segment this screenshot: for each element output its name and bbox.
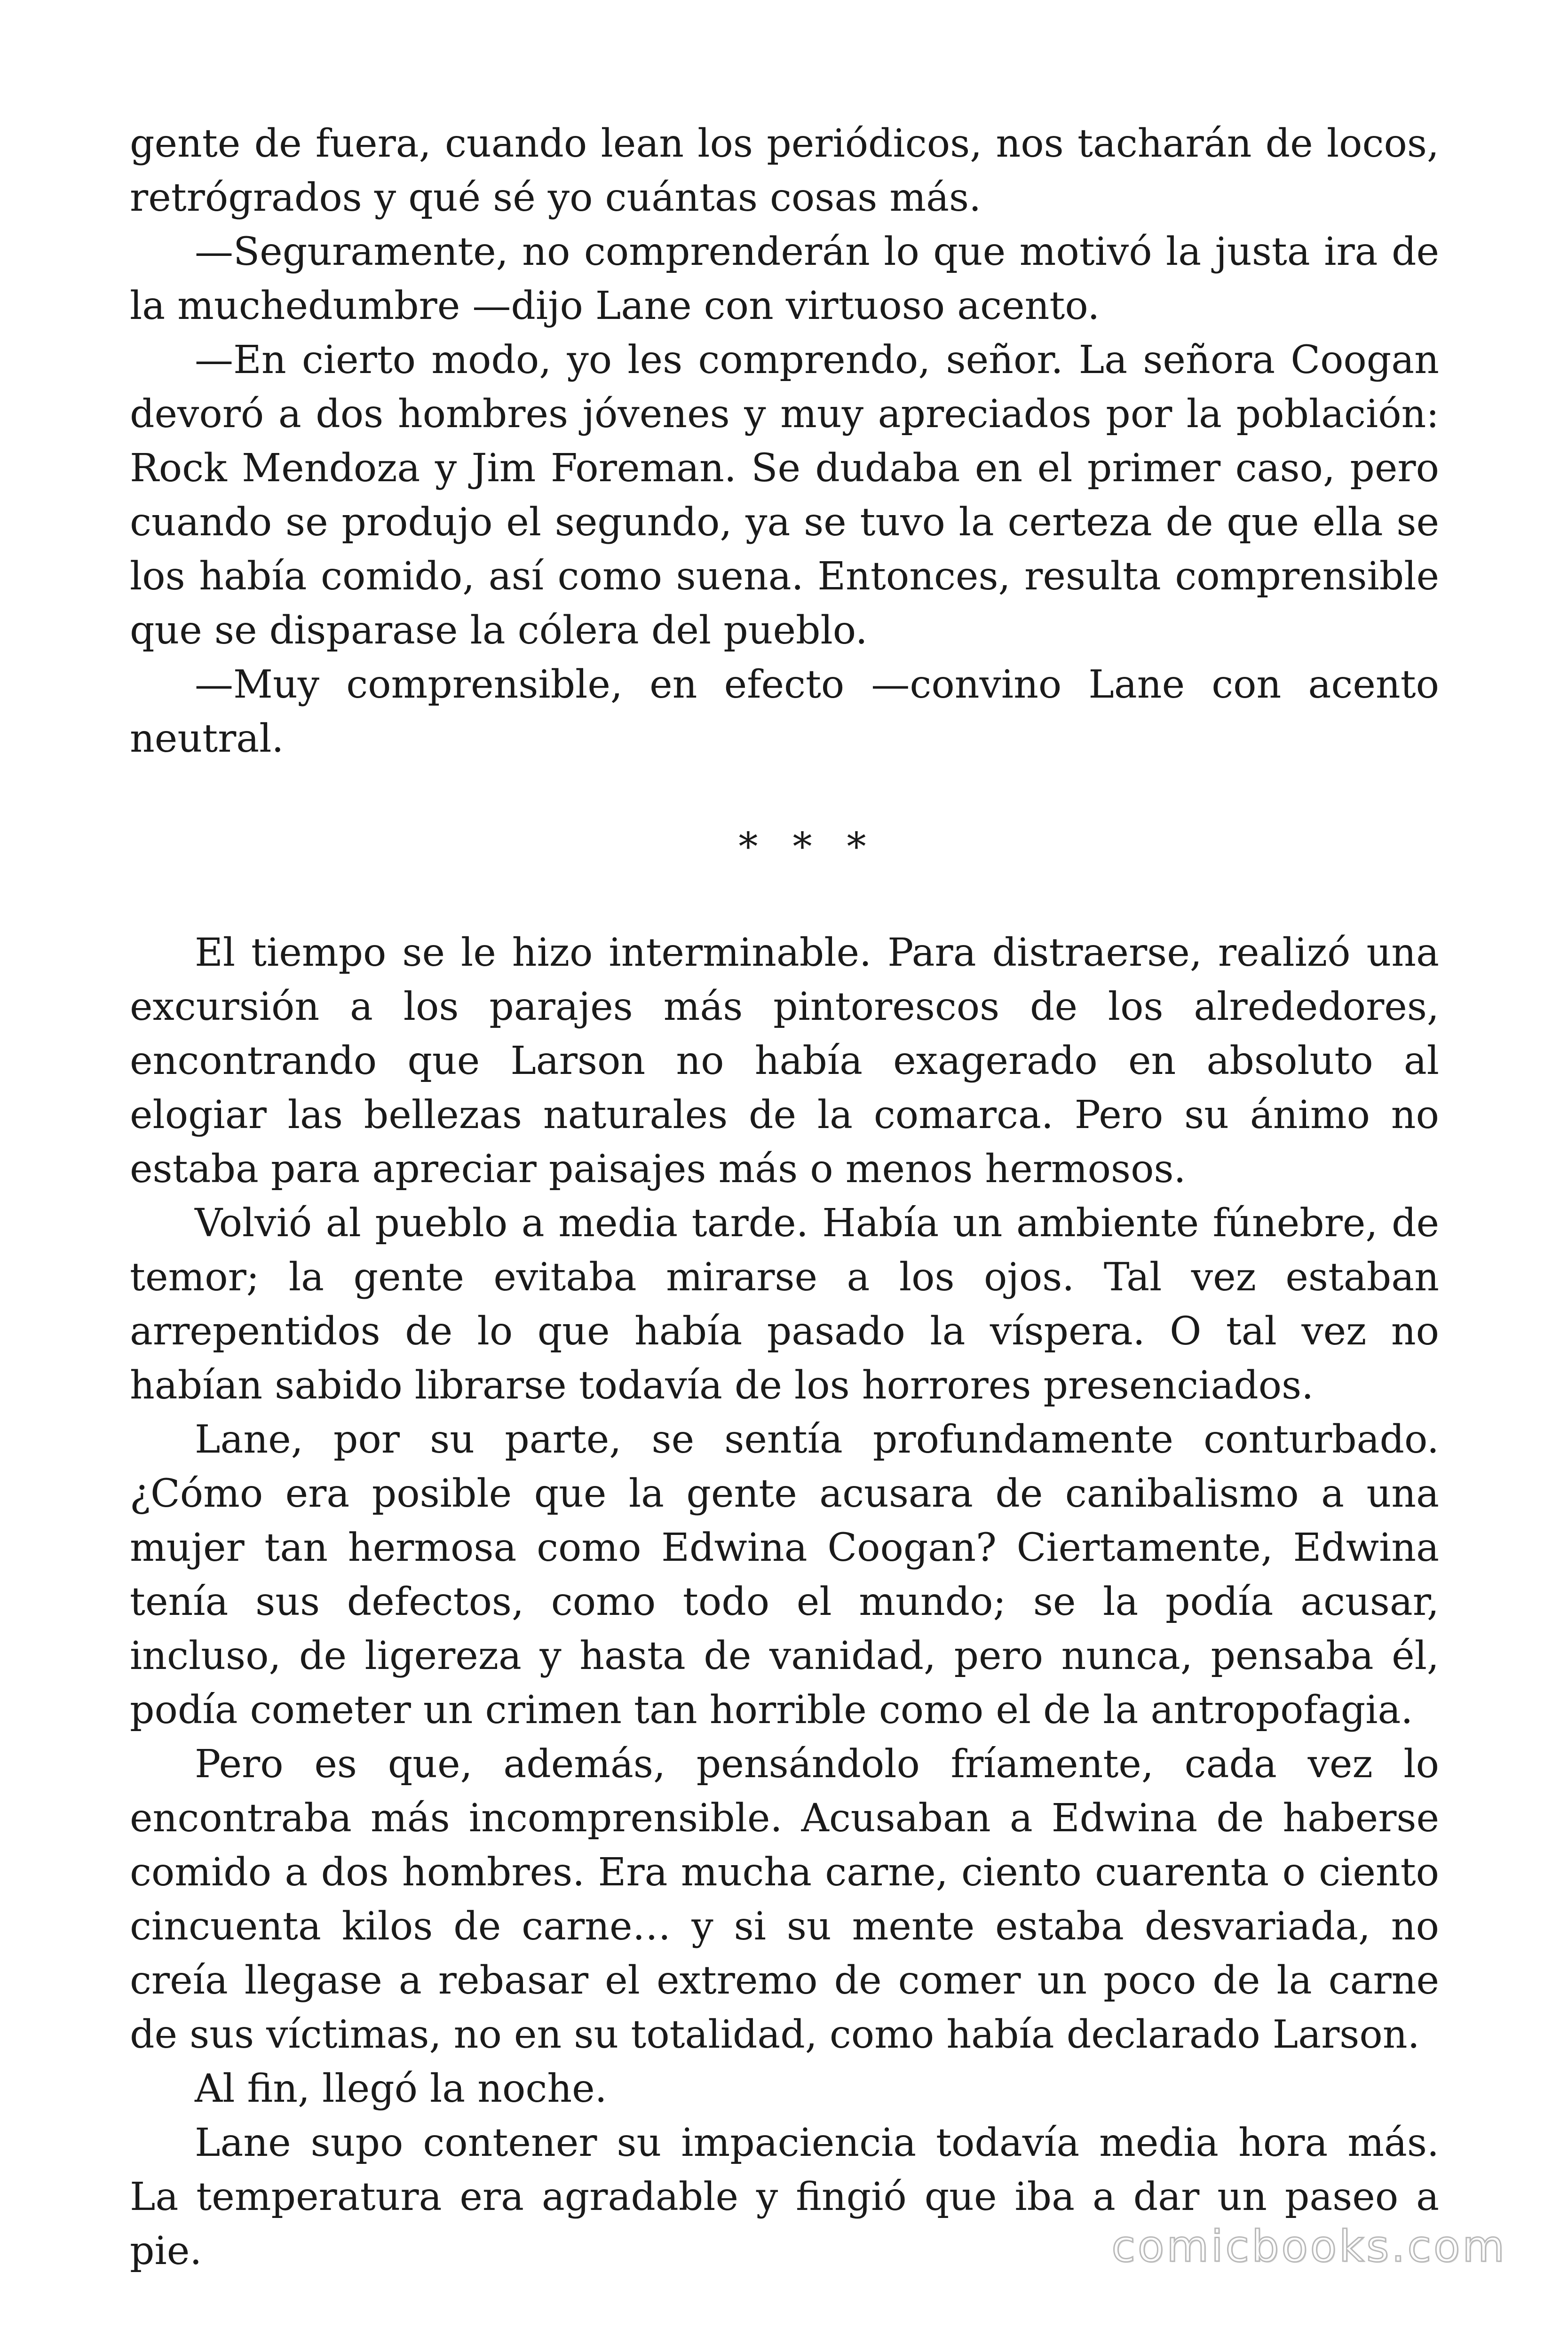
paragraph: Lane, por su parte, se sentía profundamente conturbado. ¿Cómo era posible que la gente acusara de canibalismo a una mujer tan hermosa como Edwina Coogan? Ciertamente, Edwina tenía sus defectos, como todo el mundo; se la podía acusar, incluso, de ligereza y hasta de vanidad, pero nunca, pensaba él, podía cometer un crimen tan horrible como el de la antropofagia. (130, 1417, 1439, 1732)
paragraph: —En cierto modo, yo les comprendo, señor. La señora Coogan devoró a dos hombres jóvenes y muy apreciados por la población: Rock Mendoza y Jim Foreman. Se dudaba en el primer caso, pero cuando se produjo el segundo, ya se tuvo la certeza de que ella se los había comido, así como suena. Entonces, resulta comprensible que se disparase la cólera del pueblo. (130, 338, 1439, 653)
paragraph: Lane supo contener su impaciencia todavía media hora más. La temperatura era agradable y fingió que iba a dar un paseo a pie. (130, 2121, 1439, 2273)
section-separator: * * * (738, 825, 878, 869)
paragraph: —Seguramente, no comprenderán lo que motivó la justa ira de la muchedumbre —dijo Lane con virtuoso acento. (130, 230, 1439, 328)
watermark: comicbooks.com (1111, 2221, 1507, 2272)
paragraph: gente de fuera, cuando lean los periódicos, nos tacharán de locos, retrógrados y qué sé yo cuántas cosas más. (130, 121, 1439, 220)
paragraph: Al fin, llegó la noche. (195, 2066, 607, 2111)
paragraph: El tiempo se le hizo interminable. Para distraerse, realizó una excursión a los parajes más pintorescos de los alrededores, encontrando que Larson no había exagerado en absoluto al elogiar las bellezas naturales de la comarca. Pero su ánimo no estaba para apreciar paisajes más o menos hermosos. (130, 930, 1439, 1192)
paragraph: Volvió al pueblo a media tarde. Había un ambiente fúnebre, de temor; la gente evitaba mirarse a los ojos. Tal vez estaban arrepentidos de lo que había pasado la víspera. O tal vez no habían sabido librarse todavía de los horrores presenciados. (130, 1201, 1439, 1408)
paragraph: —Muy comprensible, en efecto —convino Lane con acento neutral. (130, 662, 1439, 761)
paragraph: Pero es que, además, pensándolo fríamente, cada vez lo encontraba más incomprensible. Acusaban a Edwina de haberse comido a dos hombres. Era mucha carne, ciento cuarenta o ciento cincuenta kilos de carne… y si su mente estaba desvariada, no creía llegase a rebasar el extremo de comer un poco de la carne de sus víctimas, no en su totalidad, como había declarado Larson. (130, 1742, 1439, 2057)
page-text (130, 117, 1439, 2278)
